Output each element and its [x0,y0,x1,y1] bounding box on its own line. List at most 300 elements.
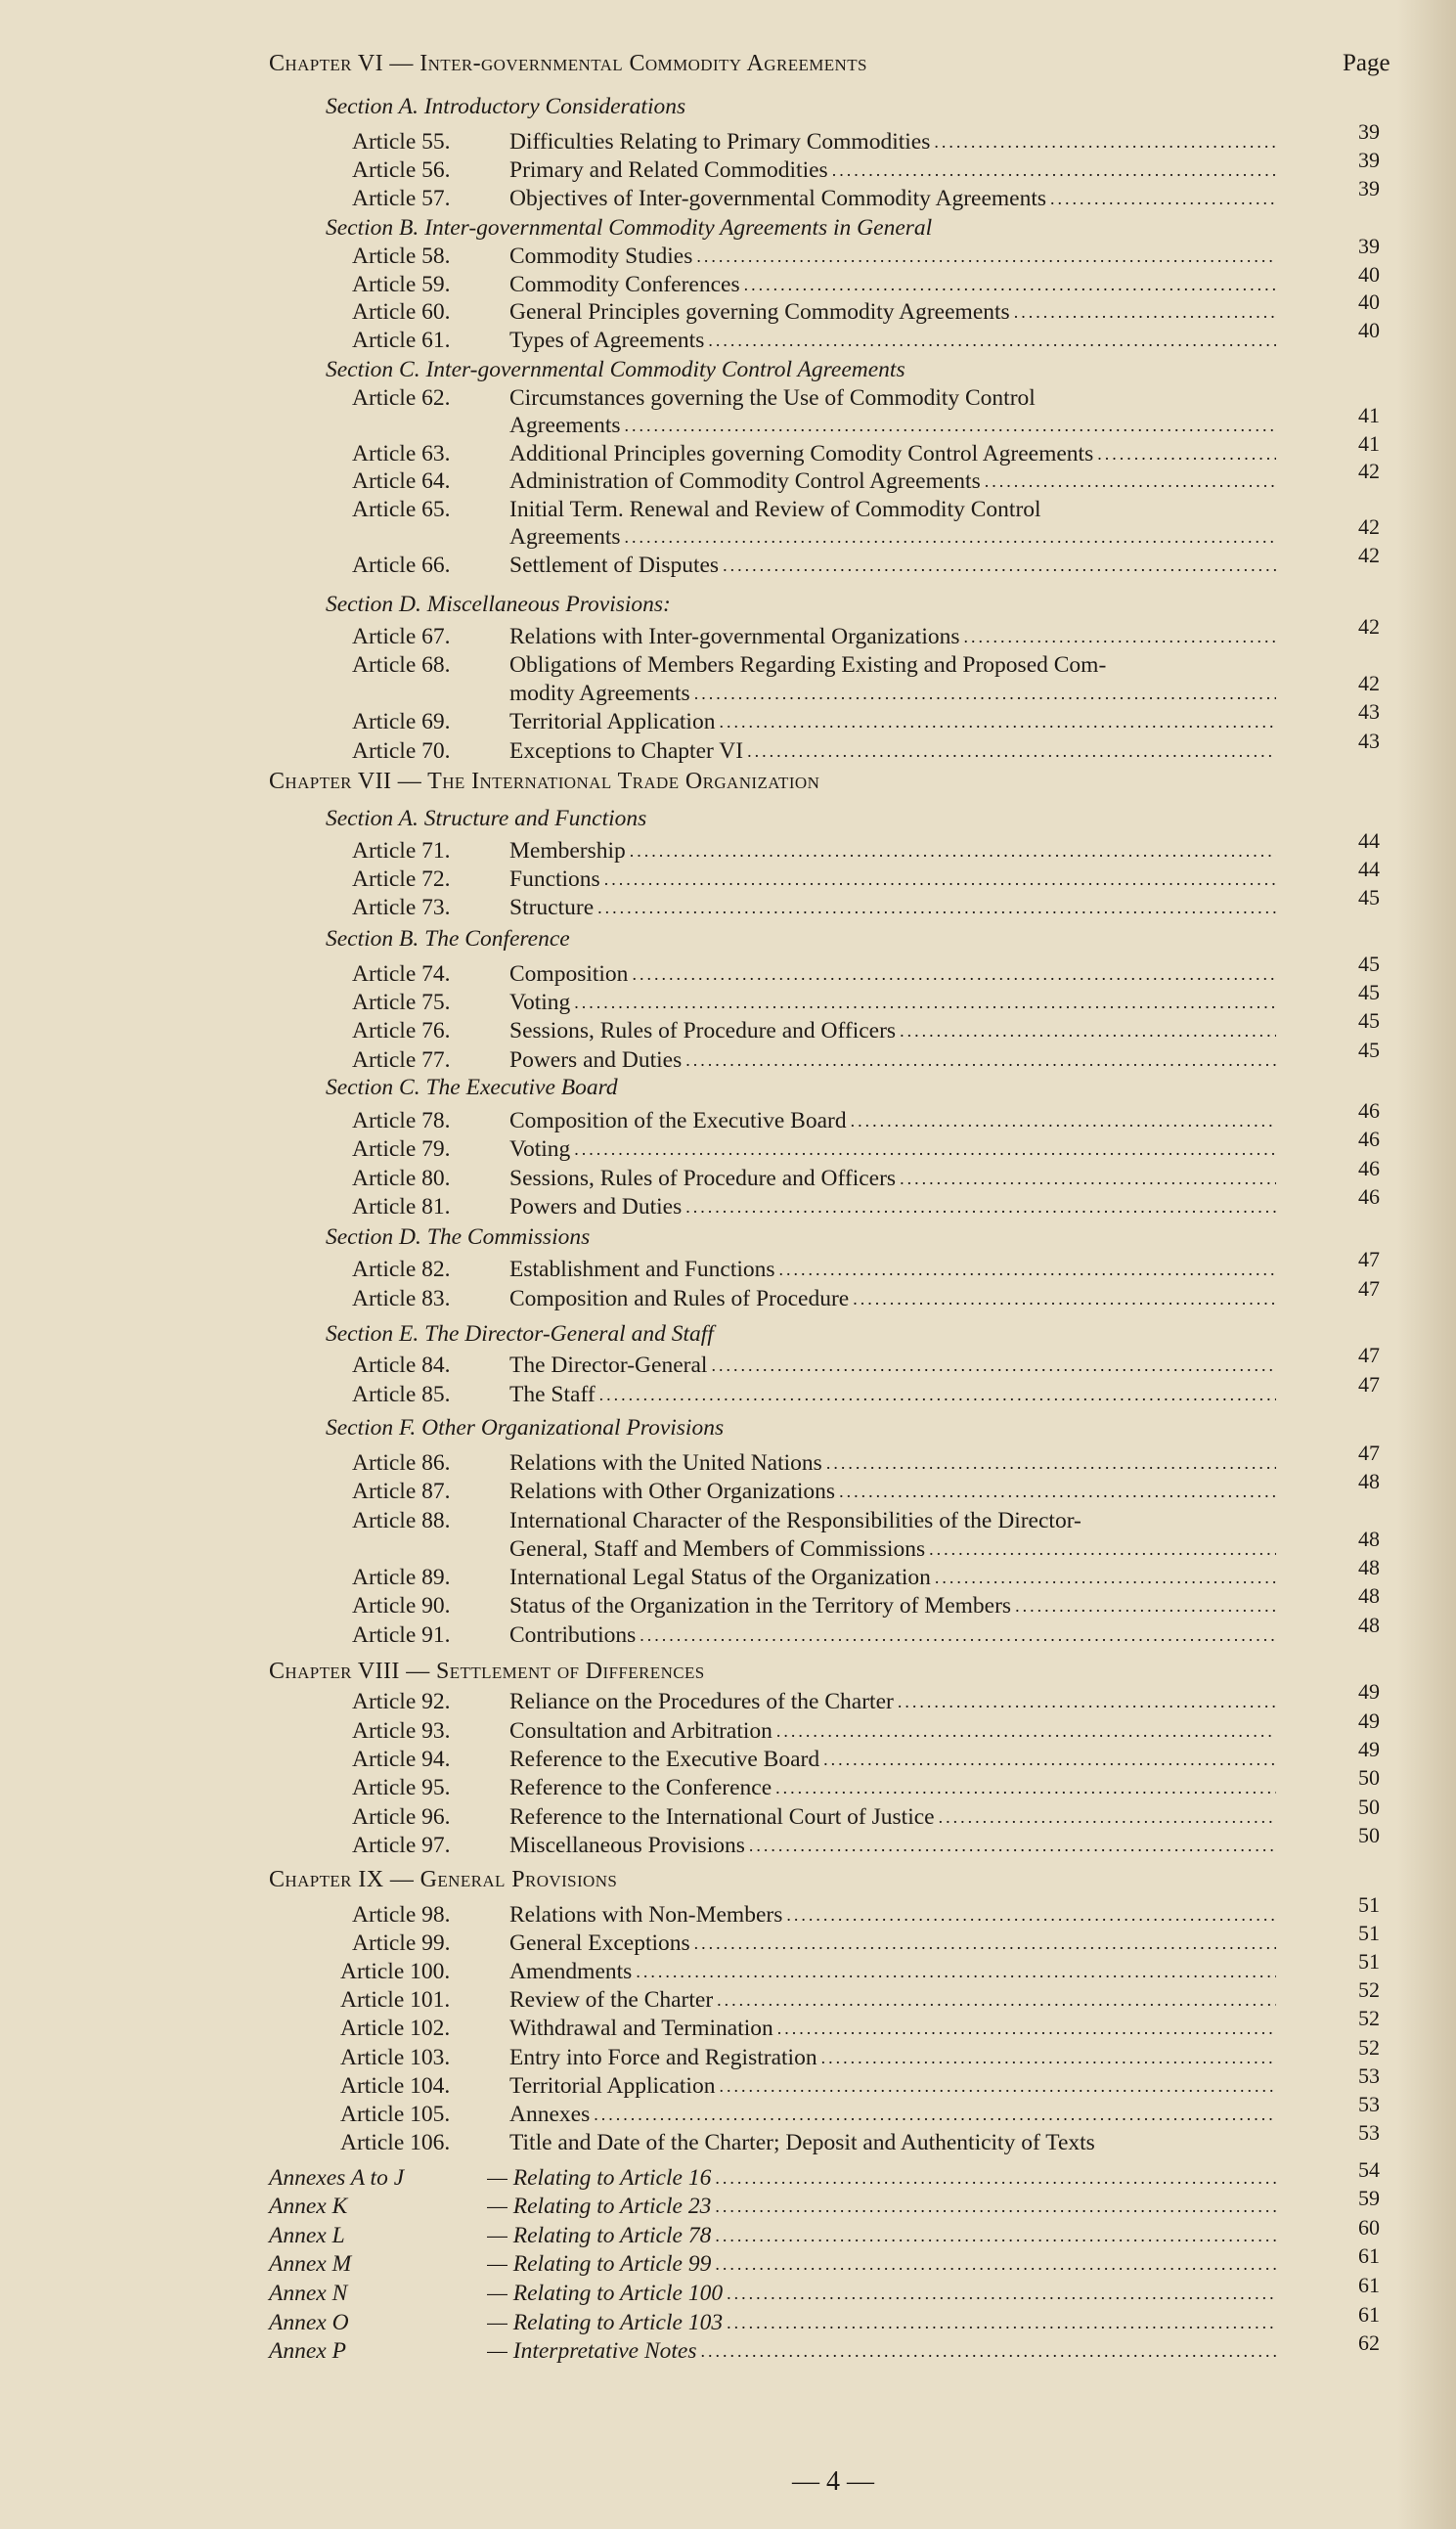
article-title: Composition [509,961,629,987]
article-title-line [509,1016,1276,1045]
article-title-line [509,1134,1276,1164]
article-label: Article 97. [352,1833,451,1858]
dot-leader [570,1134,1276,1164]
dot-leader [847,1106,1276,1135]
article-title: Additional Principles governing Comodity Control Agreements [509,441,1094,466]
article-label: Article 80. [352,1166,451,1191]
article-title: Settlement of Disputes [509,553,720,578]
page-number: 40 [1358,262,1380,287]
page-number: 45 [1358,952,1380,976]
dot-leader [835,1477,1276,1506]
page-column-heading: Page [1343,50,1390,76]
dot-leader [723,2279,1276,2308]
page-number: 39 [1358,148,1380,172]
toc-article-entry [0,1949,1456,1986]
article-label: Article 57. [352,186,451,211]
section-title: Section A. Structure and Functions [326,806,647,831]
article-title-line [509,439,1276,468]
toc-section-heading [0,804,1456,833]
dot-leader [632,1957,1276,1986]
toc-article-entry [0,1156,1456,1193]
page-number: 39 [1358,119,1380,144]
dot-leader [1010,297,1276,327]
article-title-line [509,2100,1276,2129]
toc-article-entry [0,403,1456,440]
page-number: 61 [1358,2273,1380,2297]
article-label: Article 66. [352,553,451,578]
toc-annex-entry [0,2157,1456,2193]
article-title-line [509,1802,1276,1832]
page-number: 51 [1358,1921,1380,1945]
chapter-title: Chapter VII — The International Trade Organization [269,769,820,794]
article-title-line [509,1255,1276,1284]
article-title: Consultation and Arbitration [509,1718,772,1744]
article-title: Obligations of Members Regarding Existing and Proposed Com- [509,652,1107,678]
page-number: 50 [1358,1795,1380,1819]
article-title: Relations with Non-Members [509,1902,783,1928]
article-title: Exceptions to Chapter VI [509,738,744,764]
annex-title: — Interpretative Notes [487,2338,697,2364]
page-number: 47 [1358,1441,1380,1465]
toc-article-entry [0,262,1456,299]
article-title: International Legal Status of the Organization [509,1565,931,1590]
dot-leader [896,1016,1276,1045]
chapter-title: Chapter VIII — Settlement of Differences [269,1659,705,1684]
page-number: 47 [1358,1247,1380,1271]
toc-article-entry [0,699,1456,736]
article-label: Article 69. [352,709,451,734]
section-title: Section F. Other Organizational Provisions [326,1415,725,1441]
article-label: Article 65. [352,497,451,522]
toc-section-heading [0,1413,1456,1442]
article-label: Article 95. [352,1775,451,1800]
article-title: Circumstances governing the Use of Commodity Control [509,385,1036,411]
article-label: Article 106. [340,2130,451,2155]
toc-article-entry [0,383,1456,413]
article-label: Article 98. [352,1902,451,1928]
dot-leader [711,2249,1276,2279]
article-title: Powers and Duties [509,1194,683,1220]
article-label: Article 105. [340,2102,451,2127]
article-title: Relations with Other Organizations [509,1479,836,1504]
article-title-line [509,707,1276,736]
annex-label: Annex M [269,2251,352,2277]
dot-leader [775,1255,1276,1284]
article-title: Reliance on the Procedures of the Charter [509,1689,894,1714]
toc-article-entry [0,1679,1456,1716]
page-number: 46 [1358,1156,1380,1180]
page-number: 50 [1358,1823,1380,1847]
dot-leader [930,127,1276,156]
article-title-line [509,2128,1276,2157]
article-label: Article 67. [352,624,451,649]
article-label: Article 72. [352,866,451,892]
toc-article-entry [0,495,1456,524]
article-title: Territorial Application [509,2073,716,2099]
toc-annex-entry [0,2302,1456,2337]
page-number: 52 [1358,2035,1380,2060]
page-number: 48 [1358,1469,1380,1493]
annex-title: — Relating to Article 99 [487,2251,712,2277]
article-title-line [509,679,1276,708]
article-title-line [509,1477,1276,1506]
toc-article-entry [0,1098,1456,1135]
article-label: Article 92. [352,1689,451,1714]
dot-leader [626,836,1276,865]
toc-article-entry [0,2120,1456,2157]
article-label: Article 63. [352,441,451,466]
dot-leader [600,865,1276,894]
article-title: Territorial Application [509,709,716,734]
dot-leader [819,1745,1276,1774]
dot-leader [697,2336,1276,2366]
article-title-line [509,466,1276,496]
article-title-line [509,959,1276,989]
section-title: Section D. The Commissions [326,1224,591,1250]
dot-leader [896,1164,1276,1193]
dot-leader [682,1192,1276,1221]
dot-leader [621,411,1276,440]
article-title-line [509,326,1276,355]
annex-label: Annex O [269,2310,349,2335]
article-title: Title and Date of the Charter; Deposit and Authenticity of Texts [509,2130,1095,2155]
article-label: Article 78. [352,1108,451,1133]
dot-leader [743,736,1276,766]
section-title: Section B. The Conference [326,926,570,952]
toc-article-entry [0,289,1456,327]
article-title-line [509,1045,1276,1075]
article-title: Initial Term. Renewal and Review of Commodity Control [509,497,1041,522]
article-label: Article 61. [352,328,451,353]
toc-article-entry [0,1892,1456,1930]
toc-article-entry [0,1372,1456,1409]
article-title-line [509,1380,1276,1409]
article-title-line [509,2014,1276,2043]
dot-leader [894,1687,1276,1716]
article-title: Difficulties Relating to Primary Commodities [509,129,931,155]
page-number: 41 [1358,403,1380,427]
article-label: Article 102. [340,2016,451,2041]
toc-section-heading [0,92,1456,121]
dot-leader [636,1620,1276,1650]
article-title: Entry into Force and Registration [509,2045,817,2070]
article-title-line [509,736,1276,766]
article-label: Article 56. [352,157,451,183]
article-label: Article 103. [340,2045,451,2070]
dot-leader [817,2043,1276,2072]
article-label: Article 89. [352,1565,451,1590]
toc-article-entry [0,1008,1456,1045]
dot-leader [773,2014,1276,2043]
toc-chapter-heading [0,1657,1456,1686]
page-number: 61 [1358,2302,1380,2327]
dot-leader [590,2100,1276,2129]
article-title: Reference to the Conference [509,1775,772,1800]
dot-leader [723,2308,1276,2337]
toc-article-entry [0,459,1456,496]
article-label: Article 60. [352,299,451,325]
toc-article-entry [0,1276,1456,1313]
page-number: 45 [1358,1008,1380,1033]
dot-leader [740,270,1276,299]
article-title-line [509,1929,1276,1958]
article-title-line [509,1620,1276,1650]
toc-article-entry [0,1184,1456,1221]
article-title: Relations with the United Nations [509,1450,822,1476]
toc-article-entry [0,2063,1456,2101]
toc-article-entry [0,514,1456,552]
page-number: 46 [1358,1098,1380,1123]
toc-article-entry [0,1795,1456,1832]
article-title: Agreements [509,524,621,550]
toc-article-entry [0,2035,1456,2072]
dot-leader [1046,184,1276,213]
page-number: 62 [1358,2330,1380,2355]
page-number: 54 [1358,2157,1380,2182]
article-label: Article 104. [340,2073,451,2099]
toc-chapter-heading [0,49,1456,78]
article-title: Agreements [509,413,621,438]
toc-annex-entry [0,2243,1456,2279]
annex-label: Annex P [269,2338,346,2364]
article-label: Article 101. [340,1987,451,2013]
article-title: modity Agreements [509,681,690,706]
dot-leader [682,1045,1276,1075]
dot-leader [719,551,1276,580]
article-label: Article 85. [352,1382,451,1407]
article-title-line [509,1773,1276,1802]
page-number: 48 [1358,1583,1380,1608]
article-title: Composition of the Executive Board [509,1108,847,1133]
dot-leader [628,959,1276,989]
page-number: 44 [1358,828,1380,853]
article-title-line [509,1106,1276,1135]
annex-label: Annex L [269,2223,345,2248]
article-title-line [509,1985,1276,2015]
annex-label: Annex K [269,2194,348,2219]
article-title-line [509,622,1276,651]
page-number: 52 [1358,1977,1380,2002]
dot-leader [570,988,1276,1017]
toc-article-entry [0,650,1456,680]
page-number: 52 [1358,2006,1380,2030]
toc-article-entry [0,1613,1456,1650]
toc-article-entry [0,1247,1456,1284]
article-title: Functions [509,866,600,892]
article-title: Sessions, Rules of Procedure and Officers [509,1166,897,1191]
article-title-line [509,1591,1276,1620]
toc-annex-entry [0,2186,1456,2221]
dot-leader [713,1985,1276,2015]
article-title-line [509,1448,1276,1478]
article-title: Relations with Inter-governmental Organizations [509,624,960,649]
page-number: 45 [1358,1038,1380,1062]
toc-section-heading [0,1073,1456,1102]
article-title: General, Staff and Members of Commissions [509,1536,926,1562]
article-label: Article 71. [352,838,451,864]
page-number: 39 [1358,234,1380,258]
dot-leader [711,2163,1276,2193]
article-title: General Principles governing Commodity Agreements [509,299,1010,325]
article-title: Annexes [509,2102,591,2127]
toc-article-entry [0,671,1456,708]
page-number: 48 [1358,1613,1380,1637]
article-label: Article 75. [352,990,451,1015]
annex-title-line [487,2336,1276,2366]
dot-leader [935,1802,1276,1832]
page-number: 51 [1358,1892,1380,1917]
article-title-line [509,865,1276,894]
article-label: Article 83. [352,1286,451,1311]
toc-article-entry [0,176,1456,213]
dot-leader [594,893,1276,922]
article-title: Commodity Studies [509,244,693,269]
annex-title: — Relating to Article 103 [487,2310,724,2335]
toc-article-entry [0,1506,1456,1535]
article-title-line [509,270,1276,299]
article-label: Article 100. [340,1959,451,1984]
article-title-line [509,1563,1276,1592]
toc-article-entry [0,431,1456,468]
article-label: Article 59. [352,272,451,297]
page-number: 48 [1358,1555,1380,1579]
section-title: Section C. The Executive Board [326,1075,618,1100]
dot-leader [715,707,1276,736]
toc-section-heading [0,355,1456,384]
toc-article-entry [0,1038,1456,1075]
footer-page-number: — 4 — [792,2466,874,2497]
dot-leader [704,326,1276,355]
article-label: Article 77. [352,1047,451,1073]
article-title-line [509,242,1276,271]
article-label: Article 64. [352,468,451,494]
article-title: Reference to the International Court of Justice [509,1804,935,1830]
article-title-line [509,836,1276,865]
toc-article-entry [0,1527,1456,1564]
dot-leader [692,242,1276,271]
annex-label: Annexes A to J [269,2165,405,2191]
toc-section-heading [0,1319,1456,1349]
annex-title-line [487,2308,1276,2337]
article-label: Article 73. [352,895,451,920]
article-title: Establishment and Functions [509,1257,775,1282]
article-title: Administration of Commodity Control Agreements [509,468,981,494]
page-number: 47 [1358,1343,1380,1367]
article-title: Composition and Rules of Procedure [509,1286,850,1311]
article-label: Article 93. [352,1718,451,1744]
article-label: Article 76. [352,1018,451,1043]
article-title: Powers and Duties [509,1047,683,1073]
page-number: 49 [1358,1679,1380,1704]
dot-leader [925,1534,1276,1564]
page-number: 42 [1358,514,1380,539]
page-number: 53 [1358,2092,1380,2116]
article-label: Article 58. [352,244,451,269]
page-number: 50 [1358,1765,1380,1790]
page-number: 47 [1358,1372,1380,1397]
page-number: 60 [1358,2215,1380,2240]
article-label: Article 62. [352,385,451,411]
toc-article-entry [0,543,1456,580]
article-title-line [509,551,1276,580]
page-number: 43 [1358,729,1380,753]
article-label: Article 84. [352,1353,451,1378]
article-title-line [509,1716,1276,1746]
toc-article-entry [0,1765,1456,1802]
annex-title-line [487,2279,1276,2308]
page-number: 48 [1358,1527,1380,1551]
dot-leader [711,2192,1276,2221]
toc-article-entry [0,729,1456,766]
page-number: 51 [1358,1949,1380,1974]
article-label: Article 88. [352,1508,451,1533]
article-title-line [509,2071,1276,2101]
article-title-line [509,411,1276,440]
chapter-title: Chapter VI — Inter-governmental Commodity Agreements [269,51,867,76]
toc-article-entry [0,828,1456,865]
page-number: 42 [1358,459,1380,483]
article-title: Review of the Charter [509,1987,714,2013]
dot-leader [981,466,1276,496]
toc-annex-entry [0,2273,1456,2308]
toc-article-entry [0,1127,1456,1164]
dot-leader [1093,439,1276,468]
article-title-line [509,297,1276,327]
article-label: Article 91. [352,1622,451,1648]
article-title: Contributions [509,1622,637,1648]
page-number: 41 [1358,431,1380,456]
dot-leader [621,522,1276,552]
dot-leader [849,1284,1276,1313]
article-title-line [509,127,1276,156]
toc-section-heading [0,1222,1456,1252]
dot-leader [690,679,1276,708]
annex-title-line [487,2192,1276,2221]
annex-title-line [487,2249,1276,2279]
article-title: Voting [509,1136,571,1162]
article-title-line [509,184,1276,213]
page-number: 40 [1358,289,1380,314]
toc-annex-entry [0,2330,1456,2366]
dot-leader [931,1563,1276,1592]
annex-title-line [487,2163,1276,2193]
page-number: 49 [1358,1737,1380,1761]
toc-section-heading [0,590,1456,619]
article-label: Article 81. [352,1194,451,1220]
article-title: International Character of the Responsibilities of the Director- [509,1508,1081,1533]
article-label: Article 99. [352,1930,451,1956]
article-label: Article 79. [352,1136,451,1162]
dot-leader [711,2221,1276,2250]
dot-leader [690,1929,1276,1958]
dot-leader [596,1380,1276,1409]
toc-article-entry [0,1921,1456,1958]
section-title: Section D. Miscellaneous Provisions: [326,592,671,617]
annex-title-line [487,2221,1276,2250]
toc-article-entry [0,980,1456,1017]
dot-leader [960,622,1277,651]
page-number: 46 [1358,1184,1380,1209]
page-number: 47 [1358,1276,1380,1301]
page-number: 44 [1358,857,1380,881]
article-label: Article 55. [352,129,451,155]
section-title: Section C. Inter-governmental Commodity Control Agreements [326,357,905,382]
toc-article-entry [0,885,1456,922]
article-title: Primary and Related Commodities [509,157,828,183]
toc-section-heading [0,213,1456,243]
section-title: Section E. The Director-General and Staff [326,1321,714,1347]
toc-article-entry [0,1708,1456,1746]
